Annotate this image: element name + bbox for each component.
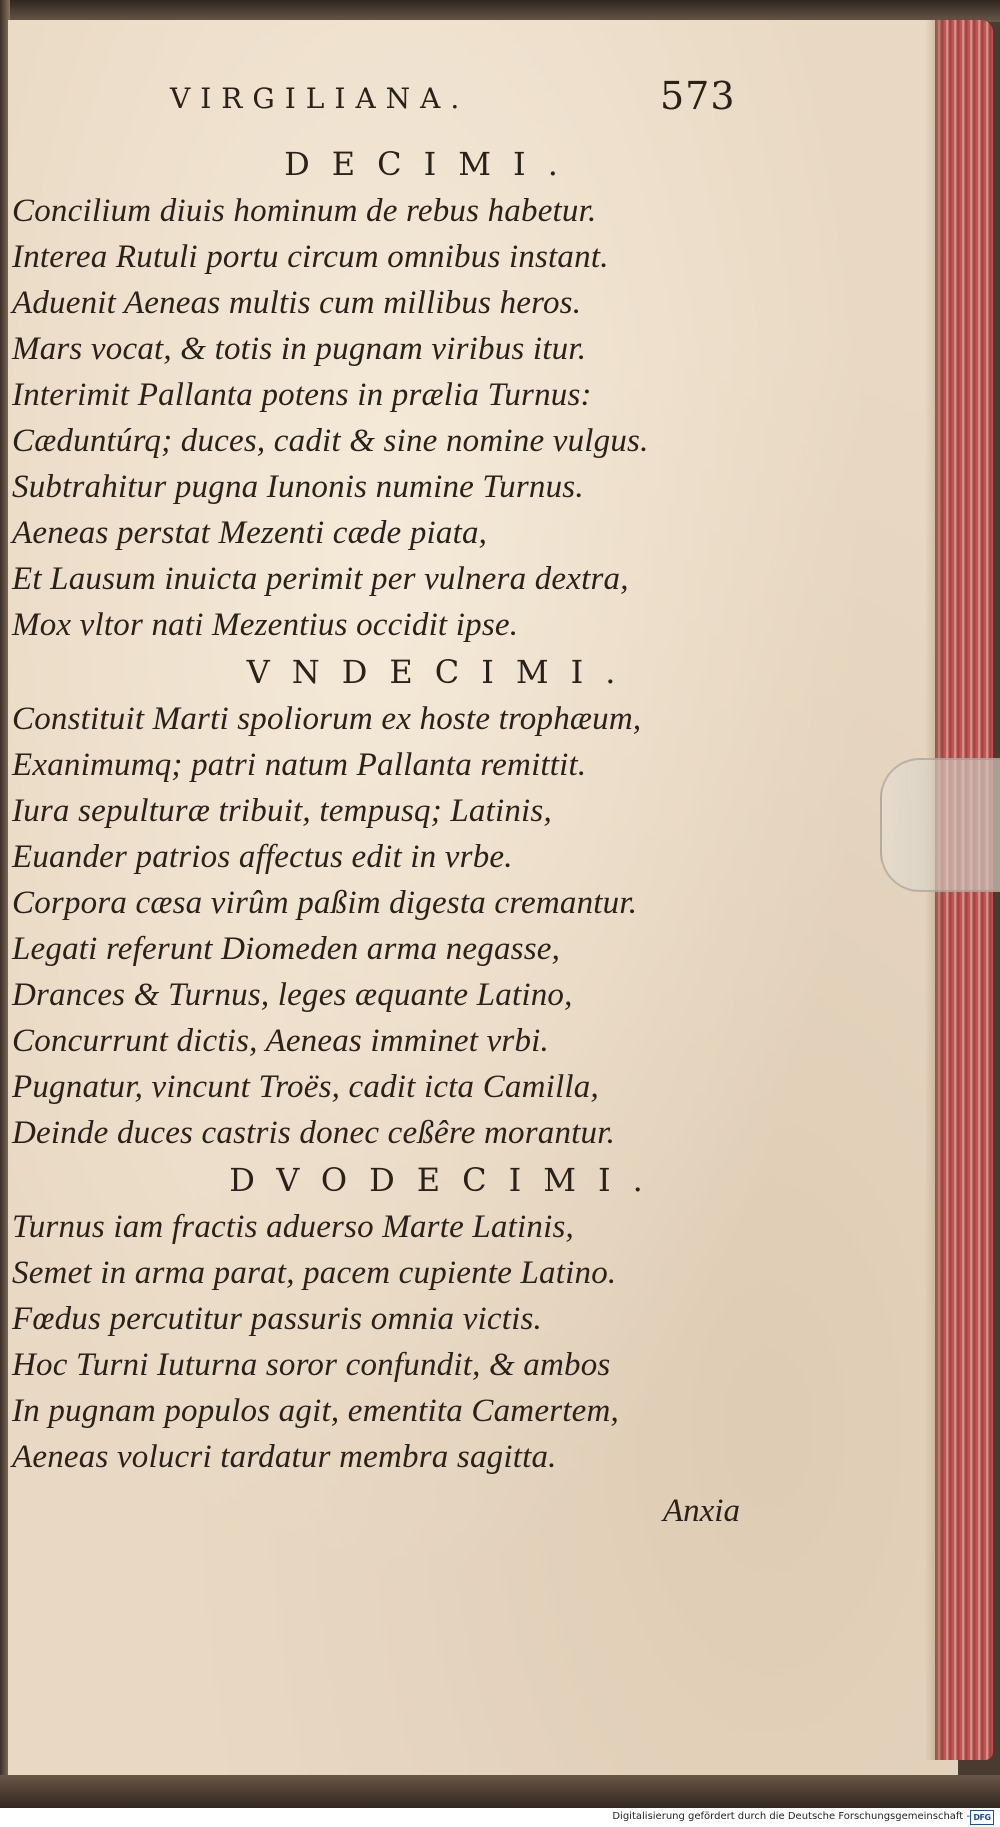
verse-line: Mox vltor nati Mezentius occidit ipse.: [12, 607, 519, 643]
book-bottom-shadow: [0, 1775, 1000, 1810]
verse-line: Exanimumq; patri natum Pallanta remittit.: [12, 747, 587, 783]
verse-line: Cæduntúrq; duces, cadit & sine nomine vulgus.: [12, 423, 649, 459]
catchword: Anxia: [663, 1493, 740, 1529]
verse-line: Concurrunt dictis, Aeneas imminet vrbi.: [12, 1023, 549, 1059]
funding-credit: Digitalisierung gefördert durch die Deutsche Forschungsgemeinschaft -: [612, 1811, 970, 1822]
section-heading-duodecimi: DVODECIMI.: [229, 1161, 665, 1199]
book-top-shadow: [0, 0, 1000, 22]
verse-line: Interea Rutuli portu circum omnibus instant.: [12, 239, 609, 275]
verse-line: In pugnam populos agit, ementita Camertem,: [12, 1393, 619, 1429]
verse-line: Concilium diuis hominum de rebus habetur.: [12, 193, 597, 229]
verse-line: Subtrahitur pugna Iunonis numine Turnus.: [12, 469, 584, 505]
verse-text-block: [12, 78, 912, 1480]
section-heading-decimi: DECIMI.: [284, 145, 580, 183]
verse-line: Mars vocat, & totis in pugnam viribus itur.: [12, 331, 587, 367]
verse-line: Constituit Marti spoliorum ex hoste trophæum,: [12, 701, 642, 737]
section-heading-undecimi: VNDECIMI.: [246, 653, 638, 691]
verse-line: Aeneas volucri tardatur membra sagitta.: [12, 1439, 557, 1475]
verse-line: Pugnatur, vincunt Troës, cadit icta Camilla,: [12, 1069, 599, 1105]
verse-line: Aeneas perstat Mezenti cæde piata,: [12, 515, 488, 551]
page-number: 573: [660, 74, 736, 118]
verse-line: Deinde duces castris donec ceßêre morantur.: [12, 1115, 616, 1151]
verse-line: Semet in arma parat, pacem cupiente Latino.: [12, 1255, 617, 1291]
verse-line: Fœdus percutitur passuris omnia victis.: [12, 1301, 542, 1337]
verse-line: Hoc Turni Iuturna soror confundit, & ambos: [12, 1347, 611, 1383]
verse-line: Turnus iam fractis aduerso Marte Latinis,: [12, 1209, 574, 1245]
verse-line: Legati referunt Diomeden arma negasse,: [12, 931, 561, 967]
dfg-logo-icon: DFG: [970, 1810, 994, 1825]
verse-line: Et Lausum inuicta perimit per vulnera dextra,: [12, 561, 629, 597]
running-title: VIRGILIANA.: [170, 82, 470, 115]
verse-line: Corpora cæsa virûm paßim digesta cremantur.: [12, 885, 638, 921]
verse-line: Iura sepulturæ tribuit, tempusq; Latinis,: [12, 793, 552, 829]
verse-line: Drances & Turnus, leges æquante Latino,: [12, 977, 573, 1013]
verse-line: Aduenit Aeneas multis cum millibus heros.: [12, 285, 582, 321]
verse-line: Interimit Pallanta potens in prælia Turnus:: [12, 377, 592, 413]
verse-line: Euander patrios affectus edit in vrbe.: [12, 839, 513, 875]
